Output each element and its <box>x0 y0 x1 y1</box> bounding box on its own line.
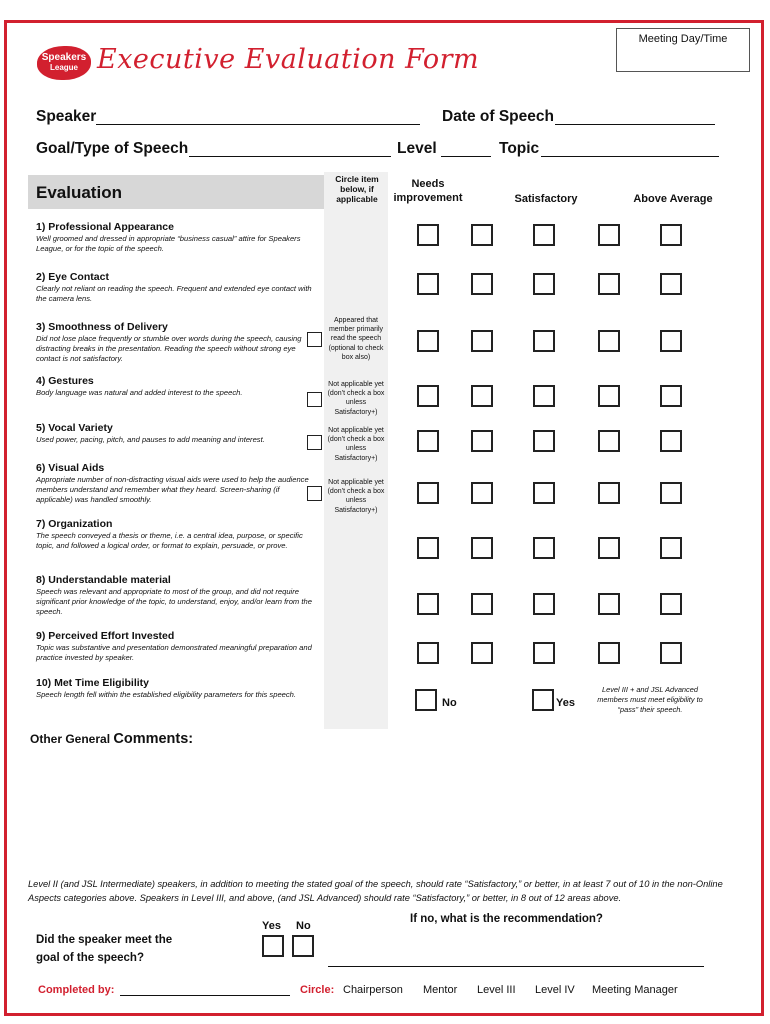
rating-checkbox[interactable] <box>533 593 555 615</box>
rating-checkbox[interactable] <box>660 430 682 452</box>
rating-checkbox[interactable] <box>533 224 555 246</box>
topic-field[interactable] <box>541 156 719 157</box>
topic-label: Topic <box>499 140 540 157</box>
role-level-iv[interactable]: Level IV <box>535 984 575 996</box>
rating-checkbox[interactable] <box>417 273 439 295</box>
rating-checkbox[interactable] <box>471 224 493 246</box>
comments-label-part2: Comments: <box>113 731 194 747</box>
needs-improvement-header: Needs improvement <box>393 178 463 204</box>
role-meeting-manager[interactable]: Meeting Manager <box>592 984 678 996</box>
circle-note: Not applicable yet (don’t check a box unless Satisfactory+) <box>327 381 385 416</box>
rating-checkbox[interactable] <box>598 537 620 559</box>
level-label: Level <box>397 140 437 157</box>
rating-checkbox[interactable] <box>660 642 682 664</box>
role-mentor[interactable]: Mentor <box>423 984 458 996</box>
recommendation-field[interactable] <box>328 966 704 967</box>
circle-label: Circle: <box>300 984 335 996</box>
comments-label <box>30 731 193 747</box>
criterion-description: Topic was substantive and presentation demonstrated meaningful preparation and practice invested by speaker. <box>36 643 312 662</box>
circle-header: Circle item below, if applicable <box>335 174 379 204</box>
rating-checkbox[interactable] <box>598 273 620 295</box>
rating-checkbox[interactable] <box>471 482 493 504</box>
not-applicable-checkbox[interactable] <box>307 486 322 501</box>
rating-checkbox[interactable] <box>471 430 493 452</box>
rating-checkbox[interactable] <box>533 537 555 559</box>
rating-checkbox[interactable] <box>660 330 682 352</box>
rating-checkbox[interactable] <box>471 385 493 407</box>
criterion-title: 3) Smoothness of Delivery <box>36 321 168 333</box>
goal-no-checkbox[interactable] <box>292 935 314 957</box>
comments-label-part1: Other General <box>30 732 111 746</box>
criterion-description: Well groomed and dressed in appropriate “business casual” attire for Speakers League, or for the topic of the speech. <box>36 234 301 253</box>
criterion-description: Speech was relevant and appropriate to most of the group, and did not require significant prior knowledge of the topic, to understand, enjoy, and/or learn from the speech. <box>36 587 312 616</box>
rating-checkbox[interactable] <box>533 430 555 452</box>
criterion-title: 10) Met Time Eligibility <box>36 677 149 689</box>
circle-note: Not applicable yet (don’t check a box unless Satisfactory+) <box>327 479 385 514</box>
rating-checkbox[interactable] <box>598 642 620 664</box>
level-field[interactable] <box>441 156 491 157</box>
time-yes-checkbox[interactable] <box>532 689 554 711</box>
rating-checkbox[interactable] <box>417 385 439 407</box>
criterion-title: 2) Eye Contact <box>36 271 109 283</box>
meeting-day-time-box[interactable] <box>616 28 750 72</box>
role-level-iii[interactable]: Level III <box>477 984 516 996</box>
criterion-title: 8) Understandable material <box>36 574 171 586</box>
logo-line-2: League <box>49 63 78 72</box>
not-applicable-checkbox[interactable] <box>307 392 322 407</box>
rating-checkbox[interactable] <box>533 642 555 664</box>
rating-checkbox[interactable] <box>660 482 682 504</box>
meeting-day-time-label: Meeting Day/Time <box>638 33 728 45</box>
rating-checkbox[interactable] <box>471 273 493 295</box>
time-no-checkbox[interactable] <box>415 689 437 711</box>
not-applicable-checkbox[interactable] <box>307 435 322 450</box>
circle-column <box>324 209 388 729</box>
criterion-description: Speech length fell within the established eligibility parameters for this speech. <box>36 690 297 699</box>
goal-question-line1: Did the speaker meet the <box>36 934 173 946</box>
circle-note: Not applicable yet (don’t check a box unless Satisfactory+) <box>327 427 385 462</box>
recommendation-label: If no, what is the recommendation? <box>410 913 603 925</box>
rating-checkbox[interactable] <box>471 537 493 559</box>
speakers-league-logo <box>37 46 91 80</box>
criterion-description: The speech conveyed a thesis or theme, i.e. a central idea, purpose, or specific topic, and followed a logical order, or format to explain, persuade, or prove. <box>36 531 303 550</box>
time-no-label: No <box>442 697 457 709</box>
rating-checkbox[interactable] <box>533 482 555 504</box>
rating-checkbox[interactable] <box>417 430 439 452</box>
rating-checkbox[interactable] <box>417 330 439 352</box>
date-field[interactable] <box>555 124 715 125</box>
time-eligibility-note: Level III + and JSL Advanced members must meet eligibility to “pass” their speech. <box>597 685 703 714</box>
criterion-description: Used power, pacing, pitch, and pauses to add meaning and interest. <box>36 435 265 444</box>
goal-field[interactable] <box>189 156 391 157</box>
criterion-description: Body language was natural and added interest to the speech. <box>36 388 243 397</box>
rating-checkbox[interactable] <box>533 330 555 352</box>
goal-yes-checkbox[interactable] <box>262 935 284 957</box>
goal-question <box>36 931 172 967</box>
rating-checkbox[interactable] <box>598 482 620 504</box>
circle-note: Appeared that member primarily read the speech (optional to check box also) <box>328 317 384 361</box>
rating-checkbox[interactable] <box>660 385 682 407</box>
rating-checkbox[interactable] <box>598 385 620 407</box>
criterion-title: 4) Gestures <box>36 375 94 387</box>
rating-checkbox[interactable] <box>417 593 439 615</box>
footer-criteria-text: Level II (and JSL Intermediate) speakers, in addition to meeting the stated goal of the speech, should rate “Satisfactory,” or better, in at least 7 out of 10 in the non-Online Aspects categories above. Speakers in Level III, and above, (and JSL Advanced) should rate “Satisfactory,” or better, in 8 out of 12 areas above. <box>28 879 723 903</box>
criterion-title: 5) Vocal Variety <box>36 422 113 434</box>
above-average-header: Above Average <box>633 193 713 205</box>
rating-checkbox[interactable] <box>417 224 439 246</box>
criterion-title: 9) Perceived Effort Invested <box>36 630 175 642</box>
completed-by-field[interactable] <box>120 995 290 996</box>
criterion-description: Clearly not reliant on reading the speech. Frequent and extended eye contact with the camera lens. <box>36 284 312 303</box>
rating-checkbox[interactable] <box>417 537 439 559</box>
rating-checkbox[interactable] <box>598 330 620 352</box>
form-title: Executive Evaluation Form <box>97 44 480 75</box>
completed-by-label: Completed by: <box>38 984 115 996</box>
rating-checkbox[interactable] <box>660 537 682 559</box>
goal-question-line2: goal of the speech? <box>36 952 144 964</box>
rating-checkbox[interactable] <box>598 430 620 452</box>
rating-checkbox[interactable] <box>598 224 620 246</box>
rating-checkbox[interactable] <box>598 593 620 615</box>
date-label: Date of Speech <box>442 108 554 125</box>
role-chairperson[interactable]: Chairperson <box>343 984 403 996</box>
criterion-description: Appropriate number of non-distracting visual aids were used to help the audience members understand and remember what they heard. Screen-sharing (if applicable) was handled smoothly. <box>36 475 309 504</box>
speaker-field[interactable] <box>96 124 420 125</box>
rating-checkbox[interactable] <box>660 273 682 295</box>
criterion-description: Did not lose place frequently or stumble over words during the speech, causing distracting breaks in the presentation. Reading the speech without strong eye contact is not satisfactory. <box>36 334 302 363</box>
rating-checkbox[interactable] <box>417 482 439 504</box>
logo-line-1: Speakers <box>41 52 87 63</box>
evaluation-header: Evaluation <box>28 175 324 209</box>
rating-checkbox[interactable] <box>471 642 493 664</box>
criterion-title: 7) Organization <box>36 518 113 530</box>
rating-checkbox[interactable] <box>660 593 682 615</box>
speaker-label: Speaker <box>36 108 97 125</box>
rating-checkbox[interactable] <box>471 593 493 615</box>
rating-checkbox[interactable] <box>417 642 439 664</box>
goal-no-label: No <box>296 920 311 932</box>
criterion-title: 6) Visual Aids <box>36 462 105 474</box>
rating-checkbox[interactable] <box>471 330 493 352</box>
comments-area[interactable] <box>30 752 738 867</box>
rating-checkbox[interactable] <box>533 385 555 407</box>
goal-yes-label: Yes <box>262 920 281 932</box>
rating-checkbox[interactable] <box>660 224 682 246</box>
not-applicable-checkbox[interactable] <box>307 332 322 347</box>
time-yes-label: Yes <box>556 697 575 709</box>
satisfactory-header: Satisfactory <box>514 193 578 205</box>
rating-checkbox[interactable] <box>533 273 555 295</box>
criterion-title: 1) Professional Appearance <box>36 221 174 233</box>
goal-label: Goal/Type of Speech <box>36 140 189 157</box>
